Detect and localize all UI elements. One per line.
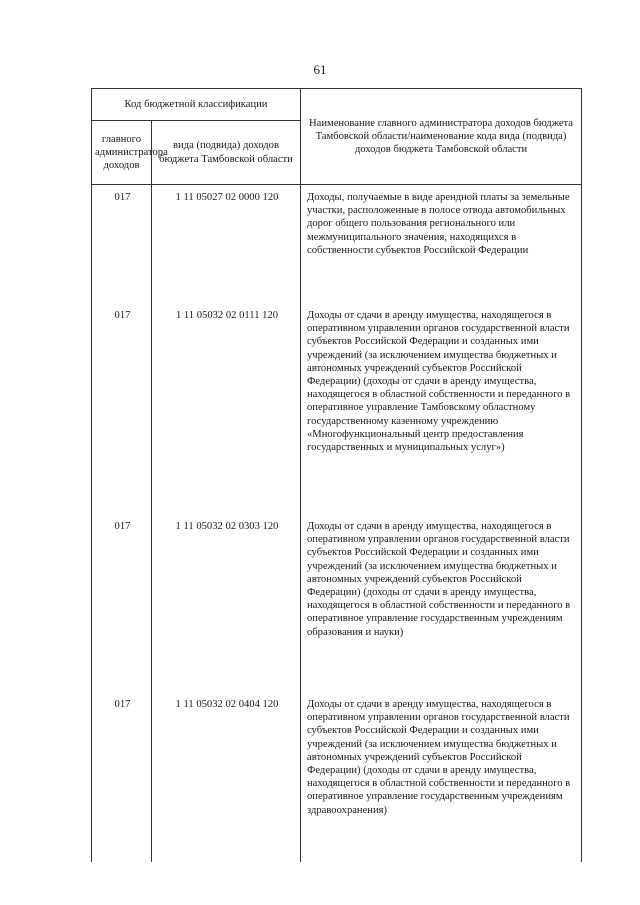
header-budget-classification-code: Код бюджетной классификации: [92, 89, 301, 121]
table-row: [92, 303, 582, 514]
administrator-code: 017: [92, 185, 152, 304]
administrator-code: 017: [92, 692, 152, 862]
page-number: 61: [313, 62, 327, 77]
income-code: 1 11 05032 02 0404 120: [152, 692, 301, 862]
header-income-type-code: вида (подвида) доходов бюджета Тамбовской области: [152, 121, 301, 185]
budget-classification-table: [91, 88, 582, 862]
table-row: [92, 185, 582, 304]
income-name: Доходы от сдачи в аренду имущества, находящегося в оперативном управлении органов государственной власти субъектов Российской Федерации и созданных ими учреждений (за исключением имущества бюджетных и автономных учреждений субъектов Российской Федерации) (доходы от сдачи в аренду имущества, находящегося в областной собственности и переданного в оперативное управление Тамбовскому областному государственному казенному учреждению «Многофункциональный центр предоставления государственных и муниципальных услуг»): [301, 303, 582, 514]
table-row: [92, 514, 582, 692]
header-name: Наименование главного администратора доходов бюджета Тамбовской области/наименование кода вида (подвида) доходов бюджета Тамбовской области: [301, 89, 582, 185]
income-name: Доходы от сдачи в аренду имущества, находящегося в оперативном управлении органов государственной власти субъектов Российской Федерации и созданных ими учреждений (за исключением имущества бюджетных и автономных учреждений субъектов Российской Федерации) (доходы от сдачи в аренду имущества, находящегося в областной собственности и переданного в оперативное управление государственным учреждениям образования и науки): [301, 514, 582, 692]
income-code: 1 11 05032 02 0303 120: [152, 514, 301, 692]
administrator-code: 017: [92, 514, 152, 692]
income-code: 1 11 05032 02 0111 120: [152, 303, 301, 514]
table-row: [92, 692, 582, 862]
income-name: Доходы от сдачи в аренду имущества, находящегося в оперативном управлении органов государственной власти субъектов Российской Федерации и созданных ими учреждений (за исключением имущества бюджетных и автономных учреждений субъектов Российской Федерации) (доходы от сдачи в аренду имущества, находящегося в областной собственности и переданного в оперативное управление государственным учреждениям здравоохранения): [301, 692, 582, 862]
income-name: Доходы, получаемые в виде арендной платы за земельные участки, расположенные в полосе отвода автомобильных дорог общего пользования регионального или межмуниципального значения, находящихся в собственности субъектов Российской Федерации: [301, 185, 582, 304]
header-main-administrator: главного администратора доходов: [92, 121, 152, 185]
income-code: 1 11 05027 02 0000 120: [152, 185, 301, 304]
administrator-code: 017: [92, 303, 152, 514]
